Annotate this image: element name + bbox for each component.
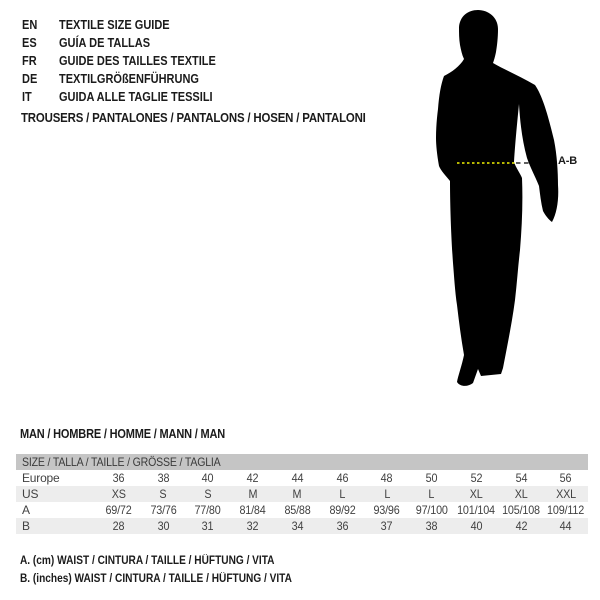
language-row-fr bbox=[22, 52, 237, 70]
table-cell bbox=[543, 470, 588, 486]
cell-text: 93/96 bbox=[373, 503, 400, 517]
row-label: B bbox=[22, 519, 30, 533]
table-cell bbox=[364, 470, 409, 486]
table-cell bbox=[141, 502, 186, 518]
table-cell bbox=[230, 518, 275, 534]
footnote-a-text: A. (cm) WAIST / CINTURA / TAILLE / HÜFTUNG / VITA bbox=[20, 555, 275, 567]
table-cell bbox=[543, 502, 588, 518]
cell-text: 38 bbox=[157, 471, 169, 485]
footnote-b-inches bbox=[20, 573, 329, 585]
garment-heading-text: TROUSERS / PANTALONES / PANTALONS / HOSEN / PANTALONI bbox=[21, 110, 366, 125]
language-label: TEXTILE SIZE GUIDE bbox=[59, 18, 170, 32]
table-cell bbox=[96, 502, 141, 518]
cell-text: 77/80 bbox=[194, 503, 221, 517]
cell-text: 40 bbox=[202, 471, 214, 485]
language-code: IT bbox=[22, 90, 32, 104]
table-cell bbox=[364, 518, 409, 534]
table-cell bbox=[364, 502, 409, 518]
language-label: TEXTILGRÖßENFÜHRUNG bbox=[59, 72, 199, 86]
table-cell bbox=[320, 518, 365, 534]
cell-text: 31 bbox=[202, 519, 214, 533]
cell-text: XS bbox=[111, 487, 126, 501]
table-cell bbox=[275, 502, 320, 518]
table-cell bbox=[275, 486, 320, 502]
table-row-a-cm bbox=[16, 502, 588, 518]
size-table-header-text: SIZE / TALLA / TAILLE / GRÖSSE / TAGLIA bbox=[22, 455, 221, 469]
cell-text: XL bbox=[514, 487, 528, 501]
table-cell bbox=[185, 486, 230, 502]
language-code: DE bbox=[22, 72, 38, 86]
language-row-en bbox=[22, 16, 237, 34]
table-cell bbox=[185, 502, 230, 518]
cell-text: 37 bbox=[380, 519, 393, 533]
language-label: GUÍA DE TALLAS bbox=[59, 36, 151, 50]
table-cell bbox=[454, 502, 499, 518]
table-cell bbox=[230, 502, 275, 518]
cell-text: 44 bbox=[559, 519, 572, 533]
language-row-es bbox=[22, 34, 237, 52]
table-row-us bbox=[16, 486, 588, 502]
cell-text: L bbox=[339, 487, 345, 501]
cell-text: 50 bbox=[425, 471, 438, 485]
table-cell bbox=[230, 470, 275, 486]
cell-text: 28 bbox=[112, 519, 125, 533]
table-cell bbox=[141, 470, 186, 486]
row-label: US bbox=[22, 487, 39, 501]
cell-text: 36 bbox=[336, 519, 348, 533]
cell-text: 32 bbox=[246, 519, 259, 533]
cell-text: 42 bbox=[515, 519, 527, 533]
garment-heading bbox=[21, 110, 413, 125]
waist-measure-label: A-B bbox=[558, 155, 577, 167]
language-code: FR bbox=[22, 54, 37, 68]
cell-text: 109/112 bbox=[547, 503, 585, 517]
table-cell bbox=[320, 502, 365, 518]
cell-text: S bbox=[159, 487, 167, 501]
size-table bbox=[16, 454, 588, 534]
cell-text: M bbox=[292, 487, 302, 501]
table-cell bbox=[409, 470, 454, 486]
table-cell bbox=[320, 470, 365, 486]
table-cell bbox=[96, 486, 141, 502]
table-cell bbox=[275, 470, 320, 486]
language-row-de bbox=[22, 70, 237, 88]
table-cell bbox=[275, 518, 320, 534]
language-label: GUIDE DES TAILLES TEXTILE bbox=[59, 54, 216, 68]
table-row-b-inches bbox=[16, 518, 588, 534]
cell-text: 69/72 bbox=[105, 503, 132, 517]
cell-text: 56 bbox=[559, 471, 572, 485]
cell-text: 97/100 bbox=[415, 503, 448, 517]
cell-text: 52 bbox=[470, 471, 483, 485]
cell-text: XXL bbox=[555, 487, 576, 501]
cell-text: 105/108 bbox=[502, 503, 540, 517]
cell-text: L bbox=[428, 487, 435, 501]
table-cell bbox=[141, 518, 186, 534]
cell-text: 46 bbox=[336, 471, 348, 485]
table-cell bbox=[499, 470, 544, 486]
language-title-block bbox=[22, 16, 237, 106]
row-label: Europe bbox=[22, 471, 60, 485]
cell-text: 101/104 bbox=[457, 503, 496, 517]
language-label: GUIDA ALLE TAGLIE TESSILI bbox=[59, 90, 213, 104]
table-row-europe bbox=[16, 470, 588, 486]
language-code: EN bbox=[22, 18, 38, 32]
table-cell bbox=[96, 518, 141, 534]
table-cell bbox=[185, 518, 230, 534]
cell-text: 54 bbox=[515, 471, 527, 485]
size-table-header bbox=[16, 454, 588, 470]
man-silhouette-path bbox=[436, 10, 558, 386]
table-cell bbox=[454, 486, 499, 502]
cell-text: 30 bbox=[157, 519, 169, 533]
table-cell bbox=[96, 470, 141, 486]
table-cell bbox=[409, 518, 454, 534]
language-code: ES bbox=[22, 36, 37, 50]
footnote-a-cm bbox=[20, 555, 309, 567]
cell-text: XL bbox=[469, 487, 483, 501]
table-cell bbox=[543, 486, 588, 502]
table-cell bbox=[543, 518, 588, 534]
section-heading bbox=[20, 427, 253, 441]
cell-text: 73/76 bbox=[150, 503, 177, 517]
table-cell bbox=[409, 486, 454, 502]
table-cell bbox=[320, 486, 365, 502]
cell-text: 34 bbox=[291, 519, 304, 533]
table-cell bbox=[230, 486, 275, 502]
row-label: A bbox=[22, 503, 30, 517]
cell-text: 40 bbox=[470, 519, 483, 533]
table-cell bbox=[185, 470, 230, 486]
cell-text: 89/92 bbox=[328, 503, 356, 517]
table-cell bbox=[499, 486, 544, 502]
cell-text: S bbox=[204, 487, 212, 501]
table-cell bbox=[141, 486, 186, 502]
footnote-b-text: B. (inches) WAIST / CINTURA / TAILLE / HÜFTUNG / VITA bbox=[20, 573, 292, 585]
table-cell bbox=[454, 470, 499, 486]
cell-text: M bbox=[248, 487, 257, 501]
cell-text: 85/88 bbox=[284, 503, 311, 517]
table-cell bbox=[409, 502, 454, 518]
table-cell bbox=[499, 518, 544, 534]
cell-text: 38 bbox=[425, 519, 438, 533]
man-silhouette bbox=[410, 5, 600, 395]
table-cell bbox=[454, 518, 499, 534]
cell-text: L bbox=[383, 487, 390, 501]
cell-text: 36 bbox=[112, 471, 125, 485]
table-cell bbox=[499, 502, 544, 518]
cell-text: 48 bbox=[380, 471, 393, 485]
cell-text: 42 bbox=[246, 471, 259, 485]
table-cell bbox=[364, 486, 409, 502]
language-row-it bbox=[22, 88, 237, 106]
cell-text: 44 bbox=[291, 471, 304, 485]
section-heading-text: MAN / HOMBRE / HOMME / MANN / MAN bbox=[20, 427, 226, 441]
cell-text: 81/84 bbox=[239, 503, 266, 517]
